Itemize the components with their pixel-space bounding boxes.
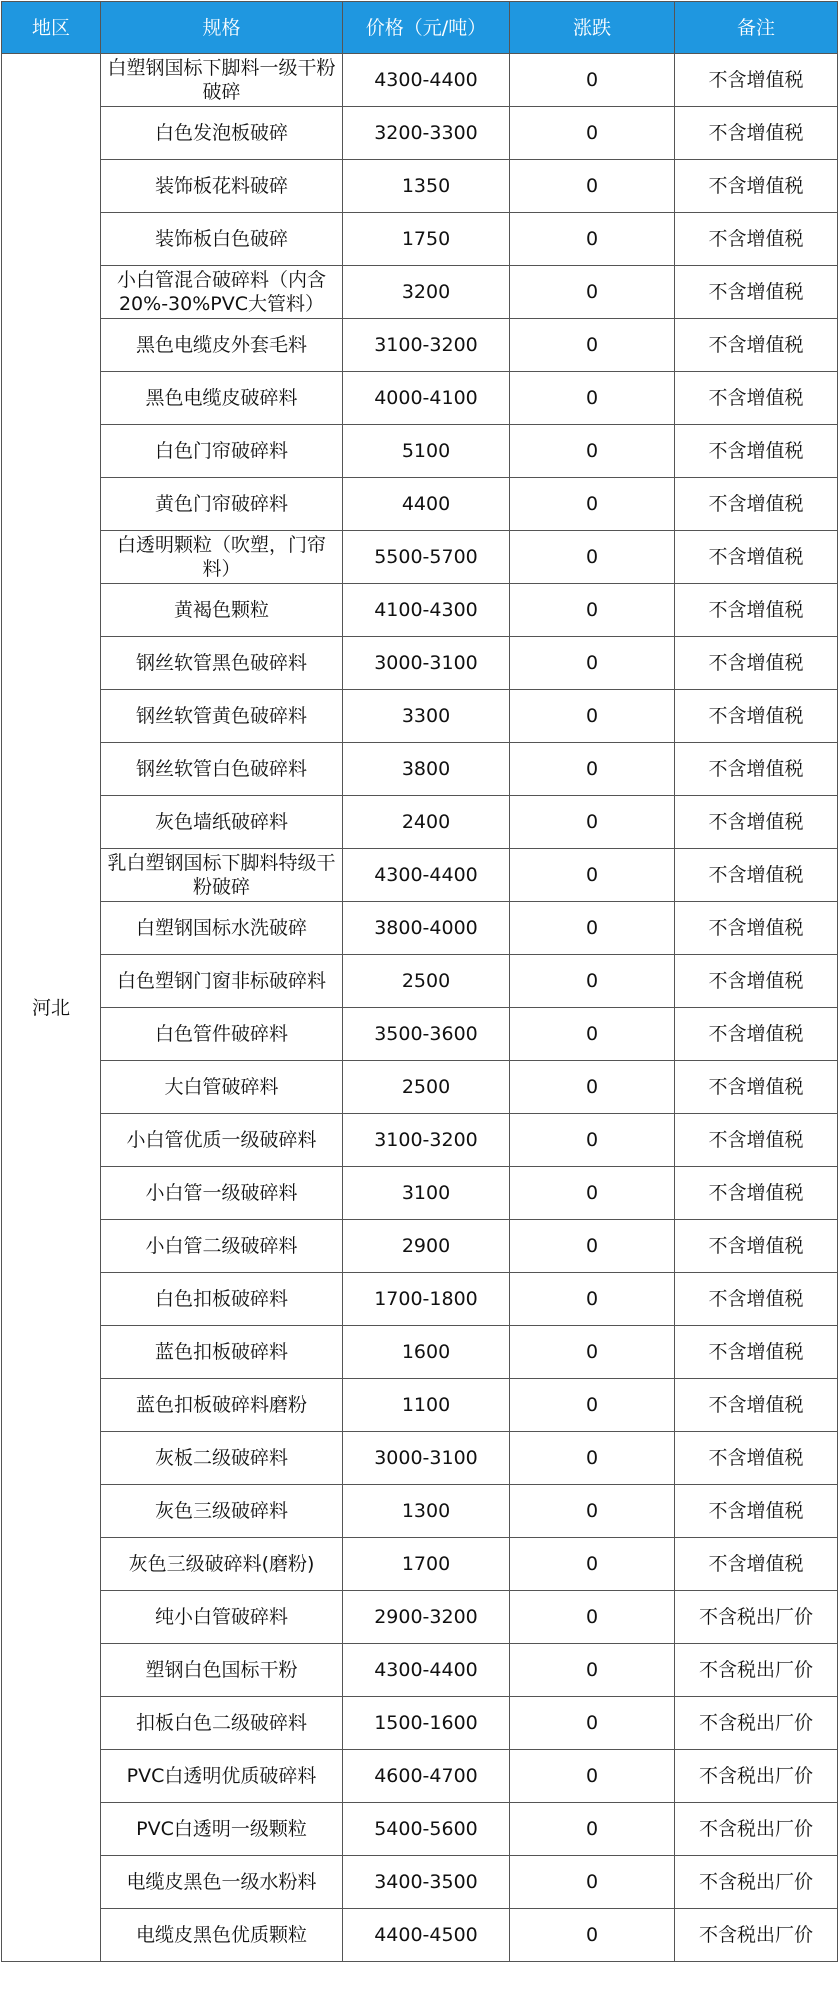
change-cell: 0 — [510, 213, 675, 266]
price-cell: 2500 — [343, 1061, 510, 1114]
change-cell: 0 — [510, 584, 675, 637]
note-cell: 不含增值税 — [675, 1220, 838, 1273]
table-row — [2, 796, 838, 849]
price-cell: 4100-4300 — [343, 584, 510, 637]
price-cell: 3400-3500 — [343, 1856, 510, 1909]
spec-cell: 塑钢白色国标干粉 — [101, 1644, 343, 1697]
note-cell: 不含增值税 — [675, 531, 838, 584]
change-cell: 0 — [510, 319, 675, 372]
note-cell: 不含增值税 — [675, 213, 838, 266]
note-cell: 不含增值税 — [675, 690, 838, 743]
note-cell: 不含增值税 — [675, 584, 838, 637]
price-cell: 4300-4400 — [343, 849, 510, 902]
spec-cell: 白色扣板破碎料 — [101, 1273, 343, 1326]
note-cell: 不含增值税 — [675, 1538, 838, 1591]
table-row — [2, 1220, 838, 1273]
change-cell: 0 — [510, 1379, 675, 1432]
header-region: 地区 — [2, 2, 101, 54]
note-cell: 不含增值税 — [675, 955, 838, 1008]
price-cell: 1750 — [343, 213, 510, 266]
table-row — [2, 1856, 838, 1909]
note-cell: 不含税出厂价 — [675, 1697, 838, 1750]
price-cell: 1300 — [343, 1485, 510, 1538]
price-cell: 1100 — [343, 1379, 510, 1432]
header-note: 备注 — [675, 2, 838, 54]
change-cell: 0 — [510, 1008, 675, 1061]
note-cell: 不含增值税 — [675, 1432, 838, 1485]
header-price: 价格（元/吨） — [343, 2, 510, 54]
change-cell: 0 — [510, 1273, 675, 1326]
table-row — [2, 478, 838, 531]
note-cell: 不含增值税 — [675, 107, 838, 160]
spec-cell: 钢丝软管白色破碎料 — [101, 743, 343, 796]
note-cell: 不含增值税 — [675, 1008, 838, 1061]
note-cell: 不含增值税 — [675, 1326, 838, 1379]
header-spec: 规格 — [101, 2, 343, 54]
spec-cell: 灰色三级破碎料 — [101, 1485, 343, 1538]
table-row — [2, 743, 838, 796]
table-row — [2, 849, 838, 902]
table-row — [2, 637, 838, 690]
note-cell: 不含增值税 — [675, 637, 838, 690]
spec-cell: PVC白透明一级颗粒 — [101, 1803, 343, 1856]
spec-cell: 小白管二级破碎料 — [101, 1220, 343, 1273]
change-cell: 0 — [510, 1697, 675, 1750]
spec-cell: 白塑钢国标水洗破碎 — [101, 902, 343, 955]
spec-cell: 钢丝软管黑色破碎料 — [101, 637, 343, 690]
change-cell: 0 — [510, 425, 675, 478]
change-cell: 0 — [510, 107, 675, 160]
spec-cell: 扣板白色二级破碎料 — [101, 1697, 343, 1750]
change-cell: 0 — [510, 743, 675, 796]
spec-cell: 灰色墙纸破碎料 — [101, 796, 343, 849]
note-cell: 不含增值税 — [675, 1379, 838, 1432]
note-cell: 不含增值税 — [675, 1485, 838, 1538]
spec-cell: 黄色门帘破碎料 — [101, 478, 343, 531]
table-row — [2, 1697, 838, 1750]
change-cell: 0 — [510, 54, 675, 107]
change-cell: 0 — [510, 531, 675, 584]
note-cell: 不含增值税 — [675, 319, 838, 372]
table-row — [2, 690, 838, 743]
spec-cell: 白塑钢国标下脚料一级干粉破碎 — [101, 54, 343, 107]
table-row — [2, 425, 838, 478]
note-cell: 不含增值税 — [675, 372, 838, 425]
price-cell: 4400-4500 — [343, 1909, 510, 1962]
table-row — [2, 1326, 838, 1379]
price-cell: 3200 — [343, 266, 510, 319]
price-cell: 3500-3600 — [343, 1008, 510, 1061]
price-cell: 2900-3200 — [343, 1591, 510, 1644]
table-row — [2, 1114, 838, 1167]
note-cell: 不含增值税 — [675, 902, 838, 955]
price-cell: 4300-4400 — [343, 1644, 510, 1697]
note-cell: 不含税出厂价 — [675, 1750, 838, 1803]
table-row — [2, 160, 838, 213]
price-table — [1, 1, 838, 1962]
price-cell: 2500 — [343, 955, 510, 1008]
change-cell: 0 — [510, 1432, 675, 1485]
note-cell: 不含税出厂价 — [675, 1803, 838, 1856]
note-cell: 不含增值税 — [675, 478, 838, 531]
spec-cell: 小白管优质一级破碎料 — [101, 1114, 343, 1167]
table-row — [2, 584, 838, 637]
table-row — [2, 266, 838, 319]
spec-cell: 白色门帘破碎料 — [101, 425, 343, 478]
table-body — [2, 54, 838, 1962]
change-cell: 0 — [510, 637, 675, 690]
price-cell: 4000-4100 — [343, 372, 510, 425]
price-cell: 3200-3300 — [343, 107, 510, 160]
price-cell: 1700 — [343, 1538, 510, 1591]
spec-cell: 小白管混合破碎料（内含20%-30%PVC大管料） — [101, 266, 343, 319]
price-cell: 1350 — [343, 160, 510, 213]
price-cell: 3000-3100 — [343, 1432, 510, 1485]
change-cell: 0 — [510, 1061, 675, 1114]
price-cell: 4600-4700 — [343, 1750, 510, 1803]
spec-cell: 乳白塑钢国标下脚料特级干粉破碎 — [101, 849, 343, 902]
change-cell: 0 — [510, 478, 675, 531]
change-cell: 0 — [510, 1167, 675, 1220]
change-cell: 0 — [510, 1538, 675, 1591]
price-cell: 5100 — [343, 425, 510, 478]
table-row — [2, 1909, 838, 1962]
note-cell: 不含税出厂价 — [675, 1856, 838, 1909]
spec-cell: 白色塑钢门窗非标破碎料 — [101, 955, 343, 1008]
spec-cell: 蓝色扣板破碎料磨粉 — [101, 1379, 343, 1432]
note-cell: 不含税出厂价 — [675, 1909, 838, 1962]
change-cell: 0 — [510, 372, 675, 425]
table-row — [2, 107, 838, 160]
note-cell: 不含增值税 — [675, 1167, 838, 1220]
spec-cell: 灰色三级破碎料(磨粉) — [101, 1538, 343, 1591]
table-row — [2, 319, 838, 372]
spec-cell: 黑色电缆皮外套毛料 — [101, 319, 343, 372]
table-row — [2, 1591, 838, 1644]
spec-cell: 装饰板白色破碎 — [101, 213, 343, 266]
table-row — [2, 1485, 838, 1538]
price-cell: 5500-5700 — [343, 531, 510, 584]
change-cell: 0 — [510, 955, 675, 1008]
table-row — [2, 1644, 838, 1697]
spec-cell: 钢丝软管黄色破碎料 — [101, 690, 343, 743]
table-row — [2, 213, 838, 266]
change-cell: 0 — [510, 1591, 675, 1644]
price-cell: 3100-3200 — [343, 319, 510, 372]
header-row — [2, 2, 838, 54]
change-cell: 0 — [510, 1326, 675, 1379]
note-cell: 不含增值税 — [675, 54, 838, 107]
price-cell: 1500-1600 — [343, 1697, 510, 1750]
region-cell: 河北 — [2, 54, 101, 1962]
change-cell: 0 — [510, 1803, 675, 1856]
note-cell: 不含增值税 — [675, 425, 838, 478]
note-cell: 不含增值税 — [675, 743, 838, 796]
spec-cell: 纯小白管破碎料 — [101, 1591, 343, 1644]
change-cell: 0 — [510, 1220, 675, 1273]
table-row — [2, 1750, 838, 1803]
spec-cell: 黑色电缆皮破碎料 — [101, 372, 343, 425]
note-cell: 不含增值税 — [675, 1273, 838, 1326]
table-row — [2, 531, 838, 584]
change-cell: 0 — [510, 1485, 675, 1538]
spec-cell: 电缆皮黑色一级水粉料 — [101, 1856, 343, 1909]
table-row — [2, 1061, 838, 1114]
price-cell: 3000-3100 — [343, 637, 510, 690]
price-cell: 1600 — [343, 1326, 510, 1379]
change-cell: 0 — [510, 1114, 675, 1167]
note-cell: 不含增值税 — [675, 1061, 838, 1114]
change-cell: 0 — [510, 1644, 675, 1697]
table-row — [2, 1273, 838, 1326]
spec-cell: 大白管破碎料 — [101, 1061, 343, 1114]
price-cell: 4400 — [343, 478, 510, 531]
table-row — [2, 372, 838, 425]
price-cell: 3100 — [343, 1167, 510, 1220]
price-cell: 5400-5600 — [343, 1803, 510, 1856]
header-change: 涨跌 — [510, 2, 675, 54]
change-cell: 0 — [510, 849, 675, 902]
note-cell: 不含增值税 — [675, 266, 838, 319]
spec-cell: 白透明颗粒（吹塑，门帘料） — [101, 531, 343, 584]
table-row — [2, 1432, 838, 1485]
table-row — [2, 1008, 838, 1061]
note-cell: 不含增值税 — [675, 796, 838, 849]
price-cell: 1700-1800 — [343, 1273, 510, 1326]
table-row — [2, 54, 838, 107]
spec-cell: 灰板二级破碎料 — [101, 1432, 343, 1485]
spec-cell: 装饰板花料破碎 — [101, 160, 343, 213]
spec-cell: 蓝色扣板破碎料 — [101, 1326, 343, 1379]
price-cell: 4300-4400 — [343, 54, 510, 107]
table-row — [2, 902, 838, 955]
price-cell: 3800 — [343, 743, 510, 796]
price-cell: 3300 — [343, 690, 510, 743]
table-row — [2, 1379, 838, 1432]
change-cell: 0 — [510, 160, 675, 213]
change-cell: 0 — [510, 902, 675, 955]
change-cell: 0 — [510, 1856, 675, 1909]
spec-cell: 黄褐色颗粒 — [101, 584, 343, 637]
change-cell: 0 — [510, 1909, 675, 1962]
note-cell: 不含税出厂价 — [675, 1644, 838, 1697]
change-cell: 0 — [510, 1750, 675, 1803]
change-cell: 0 — [510, 266, 675, 319]
table-row — [2, 1803, 838, 1856]
note-cell: 不含税出厂价 — [675, 1591, 838, 1644]
spec-cell: 白色管件破碎料 — [101, 1008, 343, 1061]
price-cell: 3100-3200 — [343, 1114, 510, 1167]
price-cell: 2900 — [343, 1220, 510, 1273]
price-cell: 2400 — [343, 796, 510, 849]
spec-cell: PVC白透明优质破碎料 — [101, 1750, 343, 1803]
change-cell: 0 — [510, 690, 675, 743]
note-cell: 不含增值税 — [675, 1114, 838, 1167]
price-cell: 3800-4000 — [343, 902, 510, 955]
change-cell: 0 — [510, 796, 675, 849]
note-cell: 不含增值税 — [675, 160, 838, 213]
spec-cell: 小白管一级破碎料 — [101, 1167, 343, 1220]
table-row — [2, 1167, 838, 1220]
table-row — [2, 1538, 838, 1591]
note-cell: 不含增值税 — [675, 849, 838, 902]
spec-cell: 白色发泡板破碎 — [101, 107, 343, 160]
table-row — [2, 955, 838, 1008]
spec-cell: 电缆皮黑色优质颗粒 — [101, 1909, 343, 1962]
